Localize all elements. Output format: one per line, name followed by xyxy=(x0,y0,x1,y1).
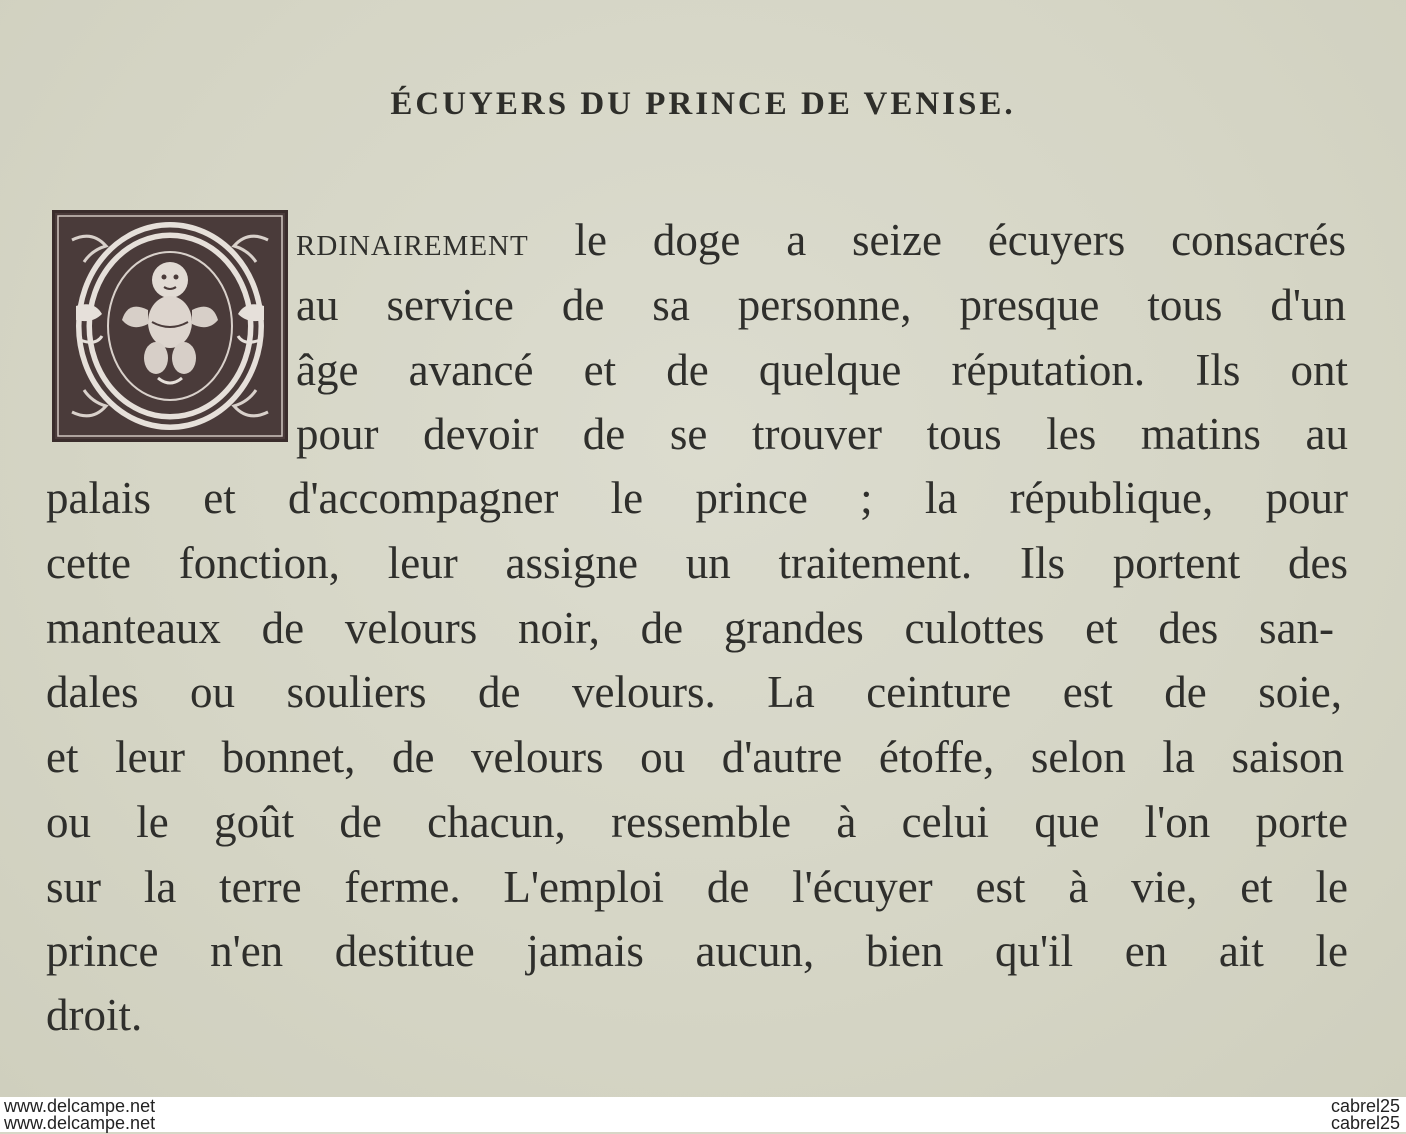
watermark-site-1: www.delcampe.net xyxy=(4,1096,156,1116)
line-1-text: le doge a seize écuyers consacrés xyxy=(528,215,1346,265)
text-line-13: droit. xyxy=(46,990,143,1040)
watermark-site-2: www.delcampe.net xyxy=(4,1113,156,1133)
first-word-small-caps: RDINAIREMENT xyxy=(296,230,529,262)
text-line-1 xyxy=(296,210,1346,270)
text-line-8: dales ou souliers de velours. La ceinture est de soie, xyxy=(46,667,1342,717)
text-line-10: ou le goût de chacun, ressemble à celui que l'on porte xyxy=(46,797,1348,847)
page-title: ÉCUYERS DU PRINCE DE VENISE. xyxy=(390,86,1016,122)
watermark-bar xyxy=(0,1097,1406,1132)
watermark-user-1: cabrel25 xyxy=(1330,1096,1400,1116)
text-line-5: palais et d'accompagner le prince ; la république, pour xyxy=(46,473,1348,523)
decorated-initial-o xyxy=(52,210,288,442)
text-line-12: prince n'en destitue jamais aucun, bien qu'il en ait le xyxy=(46,926,1348,976)
text-line-6: cette fonction, leur assigne un traitement. Ils portent des xyxy=(46,538,1348,588)
text-line-11: sur la terre ferme. L'emploi de l'écuyer est à vie, et le xyxy=(46,862,1348,912)
text-line-7: manteaux de velours noir, de grandes culottes et des san- xyxy=(46,603,1334,653)
text-line-2: au service de sa personne, presque tous d'un xyxy=(296,280,1346,330)
ornament-initial-icon xyxy=(52,210,288,442)
text-line-3: âge avancé et de quelque réputation. Ils ont xyxy=(296,345,1348,395)
watermark-user-2: cabrel25 xyxy=(1330,1113,1400,1133)
text-line-9: et leur bonnet, de velours ou d'autre étoffe, selon la saison xyxy=(46,732,1344,782)
text-line-4: pour devoir de se trouver tous les matins au xyxy=(296,409,1348,459)
